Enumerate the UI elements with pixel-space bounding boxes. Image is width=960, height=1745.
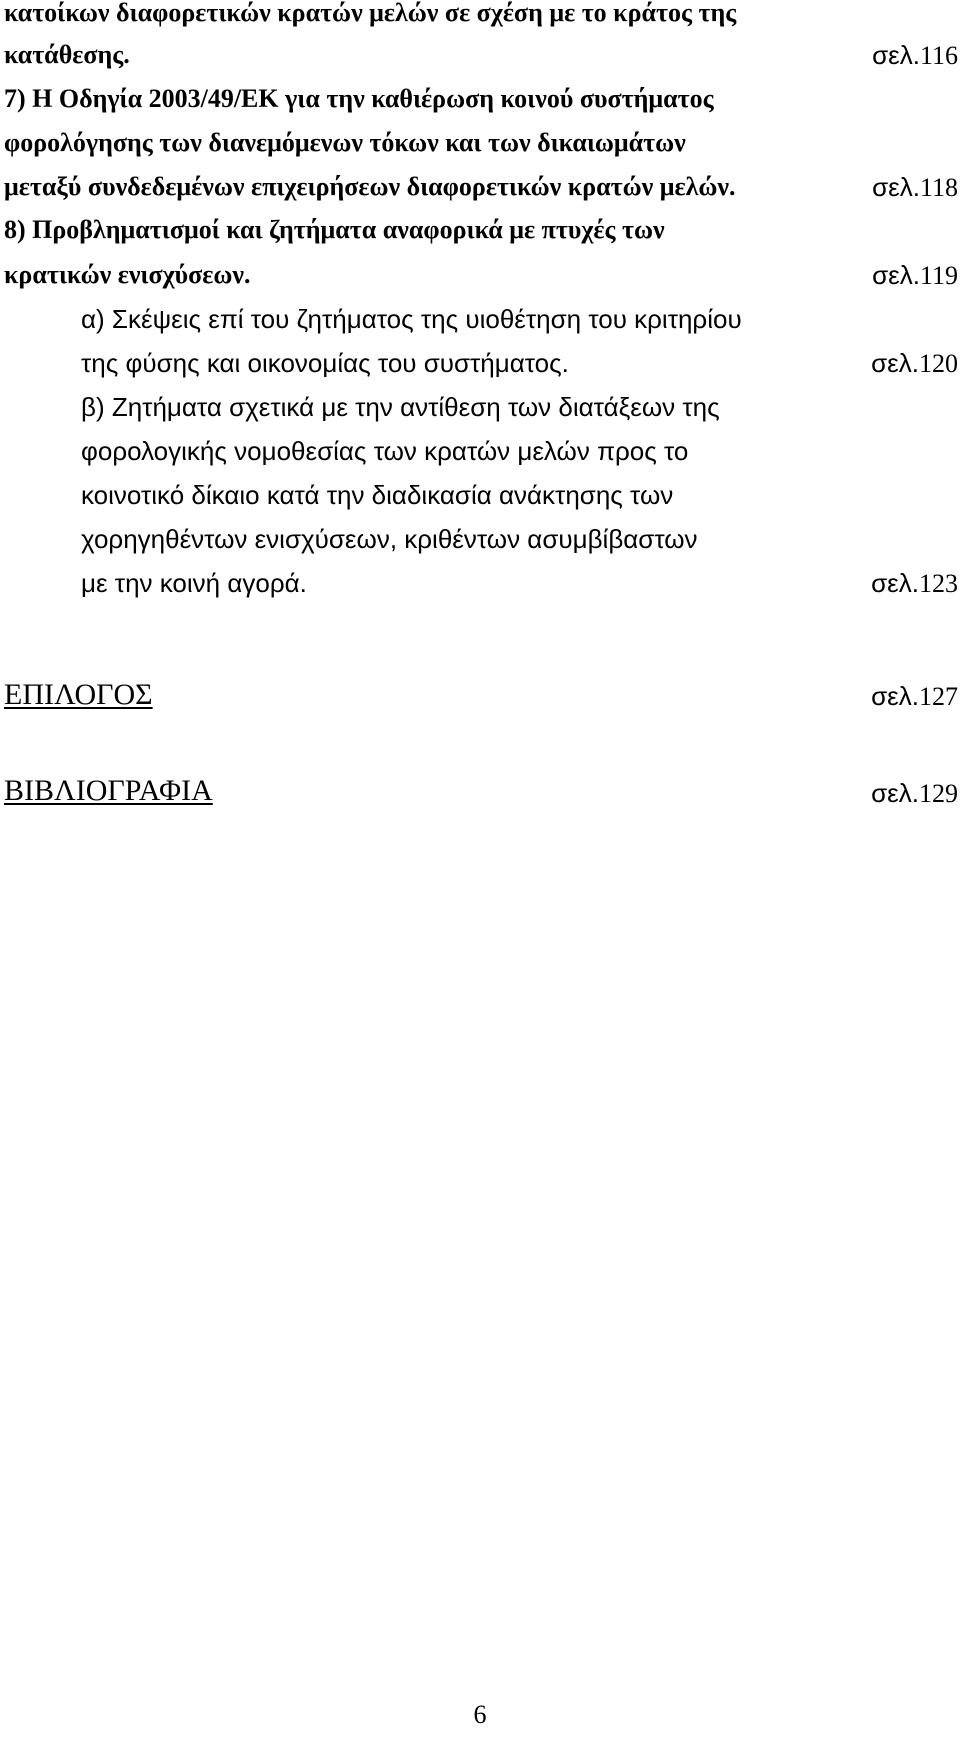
toc-page-ref — [872, 42, 958, 69]
toc-subentry-line: χορηγηθέντων ενισχύσεων, κριθέντων ασυμβίβαστων — [81, 524, 698, 554]
page-footer-number: 6 — [473, 1700, 487, 1729]
page-number: 119 — [919, 261, 958, 290]
toc-page-ref — [872, 262, 958, 289]
page-label: σελ. — [872, 260, 920, 290]
toc-page-ref — [871, 683, 958, 710]
toc-page-ref — [871, 350, 958, 377]
page-label: σελ. — [871, 568, 919, 598]
page-number: 123 — [919, 569, 958, 598]
toc-entry-line: μεταξύ συνδεδεμένων επιχειρήσεων διαφορετικών κρατών μελών. — [4, 172, 736, 201]
toc-entry-line: κατάθεσης. — [4, 40, 130, 69]
toc-subentry-line: της φύσης και οικονομίας του συστήματος. — [81, 348, 569, 378]
toc-entry-line: 7) Η Οδηγία 2003/49/ΕΚ για την καθιέρωση κοινού συστήματος — [4, 84, 714, 113]
toc-subentry-line: φορολογικής νομοθεσίας των κρατών μελών προς το — [81, 436, 689, 466]
toc-entry-line: φορολόγησης των διανεμόμενων τόκων και των δικαιωμάτων — [4, 128, 686, 157]
toc-entry-line: κατοίκων διαφορετικών κρατών μελών σε σχέση με το κράτος της — [4, 0, 737, 27]
toc-page-ref — [871, 570, 958, 597]
heading-epilogue: ΕΠΙΛΟΓΟΣ — [4, 678, 153, 711]
page-label: σελ. — [871, 681, 919, 711]
heading-bibliography: ΒΙΒΛΙΟΓΡΑΦΙΑ — [4, 774, 213, 807]
toc-page-ref — [872, 174, 958, 201]
toc-subentry-line: κοινοτικό δίκαιο κατά την διαδικασία ανάκτησης των — [81, 480, 674, 510]
page-number: 116 — [919, 41, 958, 70]
toc-page-ref — [871, 780, 958, 807]
page-number: 120 — [919, 349, 958, 378]
page-number: 118 — [919, 173, 958, 202]
toc-entry-line: κρατικών ενισχύσεων. — [4, 260, 251, 289]
toc-subentry-line: α) Σκέψεις επί του ζητήματος της υιοθέτηση του κριτηρίου — [81, 304, 742, 334]
page-label: σελ. — [872, 40, 920, 70]
toc-subentry-line: β) Ζητήματα σχετικά με την αντίθεση των διατάξεων της — [81, 392, 720, 422]
page-label: σελ. — [871, 778, 919, 808]
toc-entry-line: 8) Προβληματισμοί και ζητήματα αναφορικά με πτυχές των — [4, 215, 665, 244]
page-label: σελ. — [872, 172, 920, 202]
toc-subentry-line: με την κοινή αγορά. — [81, 568, 307, 598]
page-label: σελ. — [871, 348, 919, 378]
page-number: 129 — [919, 779, 958, 808]
page-number: 127 — [919, 682, 958, 711]
